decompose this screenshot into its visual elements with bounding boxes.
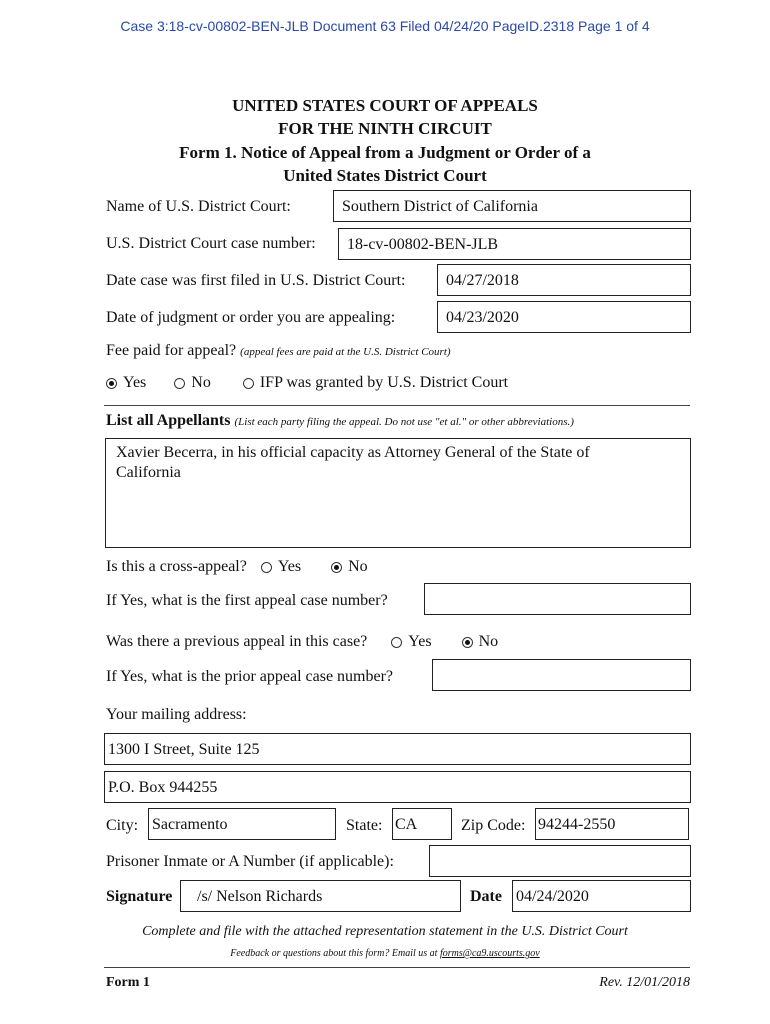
feedback-email-link[interactable]: forms@ca9.uscourts.gov — [439, 948, 540, 959]
appellants-note: (List each party filing the appeal. Do not use "et al." or other abbreviations.) — [234, 416, 574, 428]
radio-unselected-icon[interactable] — [391, 637, 402, 648]
mailing-address-label: Your mailing address: — [106, 706, 247, 723]
fee-yes-label: Yes — [123, 374, 147, 391]
date-filed-field[interactable]: 04/27/2018 — [437, 264, 691, 296]
state-field[interactable]: CA — [392, 808, 452, 840]
prisoner-number-field[interactable] — [429, 845, 691, 877]
appellants-textarea[interactable] — [105, 438, 691, 548]
city-field[interactable]: Sacramento — [148, 808, 336, 840]
title-form-cont: United States District Court — [283, 166, 487, 185]
appellants-label: List all Appellants — [106, 412, 231, 429]
fee-ifp-label: IFP was granted by U.S. District Court — [259, 374, 509, 391]
previous-appeal-yes-label: Yes — [408, 633, 432, 650]
footer-divider — [104, 967, 690, 968]
appellants-line: California — [116, 464, 181, 481]
prior-appeal-case-label: If Yes, what is the prior appeal case number? — [106, 668, 394, 685]
district-court-label: Name of U.S. District Court: — [106, 198, 291, 215]
title-court: UNITED STATES COURT OF APPEALS — [232, 96, 538, 115]
cross-appeal-yes-label: Yes — [277, 558, 302, 575]
zip-field[interactable]: 94244-2550 — [535, 808, 689, 840]
fee-label: Fee paid for appeal? — [106, 342, 237, 359]
first-appeal-case-field[interactable] — [424, 583, 691, 615]
previous-appeal-no-label: No — [478, 633, 499, 650]
date-judgment-label: Date of judgment or order you are appealing: — [106, 309, 396, 326]
case-number-label: U.S. District Court case number: — [106, 235, 316, 252]
signature-date-field[interactable]: 04/24/2020 — [512, 880, 691, 912]
fee-no-option[interactable] — [174, 374, 211, 391]
radio-unselected-icon[interactable] — [261, 562, 272, 573]
cross-appeal-no-label: No — [348, 558, 368, 575]
feedback-text — [0, 948, 770, 959]
address-line2-field[interactable]: P.O. Box 944255 — [104, 771, 691, 803]
radio-unselected-icon[interactable] — [174, 378, 185, 389]
first-appeal-case-label: If Yes, what is the first appeal case number? — [106, 592, 388, 609]
address-line1-field[interactable]: 1300 I Street, Suite 125 — [104, 733, 691, 765]
district-court-field[interactable]: Southern District of California — [333, 190, 691, 222]
fee-ifp-option[interactable] — [243, 374, 508, 391]
section-divider — [104, 405, 690, 406]
radio-unselected-icon[interactable] — [243, 378, 254, 389]
fee-yes-option[interactable] — [106, 374, 146, 391]
form-revision: Rev. 12/01/2018 — [599, 975, 690, 990]
title-form: Form 1. Notice of Appeal from a Judgment or Order of a — [179, 143, 591, 162]
previous-appeal-yes-option[interactable] — [391, 633, 431, 650]
signature-date-label: Date — [470, 888, 502, 905]
case-number-field[interactable]: 18-cv-00802-BEN-JLB — [338, 228, 691, 260]
title-circuit: FOR THE NINTH CIRCUIT — [278, 119, 492, 138]
previous-appeal-label: Was there a previous appeal in this case? — [106, 633, 368, 650]
radio-selected-icon[interactable] — [331, 562, 342, 573]
date-judgment-field[interactable]: 04/23/2020 — [437, 301, 691, 333]
fee-no-label: No — [191, 374, 211, 391]
appellants-line: Xavier Becerra, in his official capacity as Attorney General of the State of — [116, 444, 590, 461]
form-number: Form 1 — [106, 975, 150, 990]
state-label: State: — [346, 817, 383, 834]
cross-appeal-yes-option[interactable] — [261, 558, 301, 575]
previous-appeal-no-option[interactable] — [462, 633, 499, 650]
city-label: City: — [106, 817, 139, 834]
signature-label: Signature — [106, 888, 173, 905]
fee-note: (appeal fees are paid at the U.S. District Court) — [240, 346, 451, 358]
radio-selected-icon[interactable] — [462, 637, 473, 648]
prisoner-number-label: Prisoner Inmate or A Number (if applicable): — [106, 853, 394, 870]
cross-appeal-label: Is this a cross-appeal? — [106, 558, 247, 575]
filing-stamp-header: Case 3:18-cv-00802-BEN-JLB Document 63 Filed 04/24/20 PageID.2318 Page 1 of 4 — [120, 18, 650, 34]
filing-instruction: Complete and file with the attached representation statement in the U.S. District Court — [142, 924, 628, 939]
prior-appeal-case-field[interactable] — [432, 659, 691, 691]
zip-label: Zip Code: — [461, 817, 526, 834]
date-filed-label: Date case was first filed in U.S. District Court: — [106, 272, 406, 289]
feedback-prefix: Feedback or questions about this form? Email us at — [230, 948, 438, 959]
cross-appeal-no-option[interactable] — [331, 558, 368, 575]
signature-field[interactable]: /s/ Nelson Richards — [180, 880, 461, 912]
radio-selected-icon[interactable] — [106, 378, 117, 389]
